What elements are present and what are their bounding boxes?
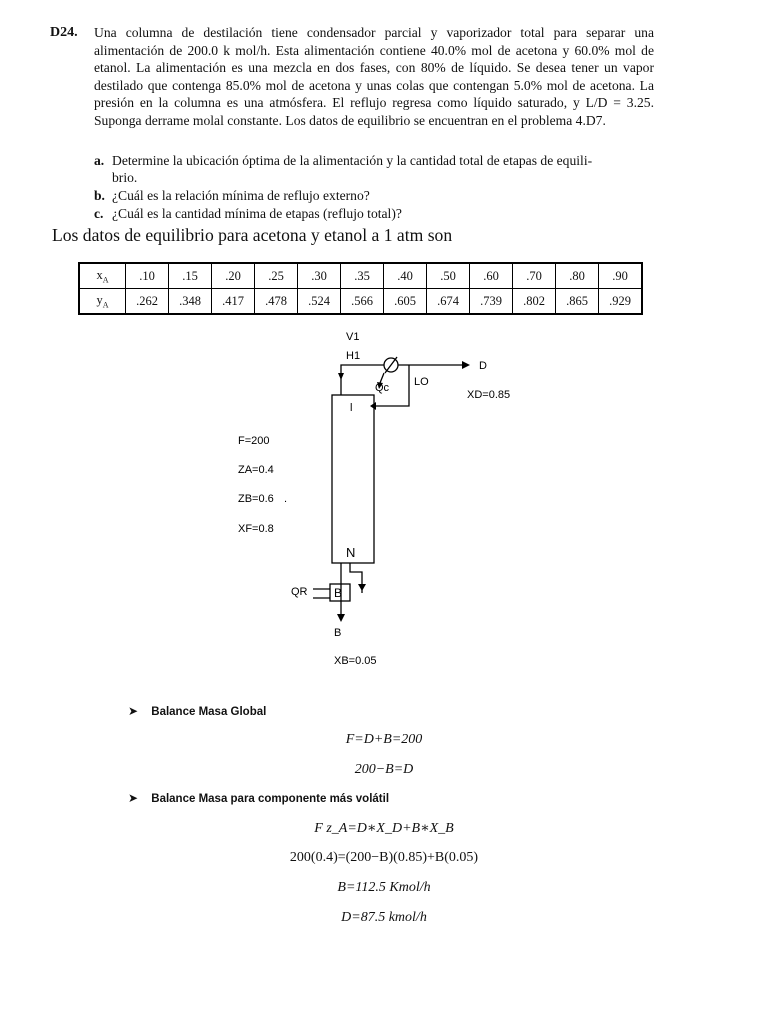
- table-cell: .60: [470, 263, 513, 289]
- x-header: $x_A$: [79, 263, 126, 289]
- item-c-text: ¿Cuál es la cantidad mínima de etapas (reflujo total)?: [112, 206, 402, 221]
- table-cell: .478: [255, 289, 298, 315]
- y-header: $y_A$: [79, 289, 126, 315]
- item-b-letter: b.: [94, 188, 105, 203]
- problem-number: D24.: [50, 25, 78, 40]
- equation: B=112.5 Kmol/h: [337, 880, 431, 895]
- label-b: B: [334, 627, 342, 639]
- column-body: [332, 395, 374, 563]
- table-cell: .30: [298, 263, 341, 289]
- table-cell: .50: [427, 263, 470, 289]
- equation: F z_A=D∗X_D+B∗X_B: [314, 821, 454, 836]
- section-global: [128, 704, 266, 718]
- table-cell: .80: [556, 263, 599, 289]
- label-stage-bottom: N: [346, 545, 356, 560]
- equation: 200(0.4)=(200−B)(0.85)+B(0.05): [289, 850, 479, 865]
- table-cell: .865: [556, 289, 599, 315]
- table-cell: .262: [126, 289, 169, 315]
- label-za: ZA=0.4: [238, 464, 274, 476]
- item-c-letter: c.: [94, 206, 104, 221]
- label-d: D: [479, 360, 487, 372]
- table-cell: .70: [513, 263, 556, 289]
- boilup-line: [350, 563, 362, 593]
- label-xf: XF=0.8: [238, 523, 274, 535]
- distillate-arrowhead: [462, 361, 470, 369]
- table-cell: .90: [599, 263, 643, 289]
- item-b-text: ¿Cuál es la relación mínima de reflujo externo?: [112, 188, 370, 203]
- table-cell: .40: [384, 263, 427, 289]
- equation: F=D+B=200: [345, 732, 423, 747]
- label-zb-dot: .: [284, 493, 288, 505]
- table-cell: .524: [298, 289, 341, 315]
- label-xb: XB=0.05: [334, 655, 377, 667]
- table-cell: .25: [255, 263, 298, 289]
- table-cell: .566: [341, 289, 384, 315]
- section-component: [128, 791, 389, 805]
- table-cell: .348: [169, 289, 212, 315]
- label-qr: QR: [291, 586, 308, 598]
- item-a-letter: a.: [94, 153, 105, 168]
- label-stage-top: l: [350, 402, 353, 414]
- equation: 200−B=D: [354, 762, 414, 777]
- equation: D=87.5 kmol/h: [341, 910, 427, 925]
- table-cell: .20: [212, 263, 255, 289]
- boilup-arrowhead: [358, 584, 366, 591]
- label-qc: Qc: [375, 382, 390, 394]
- table-cell: .35: [341, 263, 384, 289]
- label-f: F=200: [238, 435, 270, 447]
- table-cell: .15: [169, 263, 212, 289]
- table-cell: .417: [212, 289, 255, 315]
- table-cell: .802: [513, 289, 556, 315]
- equilibrium-title: Los datos de equilibrio para acetona y etanol a 1 atm son: [52, 225, 453, 245]
- table-cell: .929: [599, 289, 643, 315]
- label-zb: ZB=0.6: [238, 493, 274, 505]
- item-a-text: Determine la ubicación óptima de la alimentación y la cantidad total de etapas de equili-: [112, 153, 593, 168]
- label-lo: LO: [414, 376, 429, 388]
- section-global-heading: Balance Masa Global: [151, 706, 267, 718]
- vapor-arrowhead: [338, 373, 344, 380]
- label-v1: V1: [346, 331, 360, 343]
- table-cell: .10: [126, 263, 169, 289]
- label-reboiler: B: [334, 586, 343, 600]
- table-cell: .739: [470, 289, 513, 315]
- arrow-bullet-icon: ➤: [128, 791, 139, 805]
- problem-text: Una columna de destilación tiene condensador parcial y vaporizador total para separar una alimentación de 200.0 k mol/h. Esta alimentación contiene 40.0% mol de acetona y 60.0% mol de etanol. La alimentación es una mezcla en dos fases, con 80% de líquido. Se desea tener un vapor destilado que contenga 85.0% mol de acetona y unas colas que contengan 5.0% mol de acetona. La presión en la columna es una atmósfera. El reflujo regresa como líquido saturado, y L/D = 3.25. Suponga derrame molal constante. Los datos de equilibrio se encuentran en el problema 4.D7.: [94, 25, 654, 128]
- table-cell: .605: [384, 289, 427, 315]
- section-component-heading: Balance Masa para componente más volátil: [151, 793, 390, 805]
- table-cell: .674: [427, 289, 470, 315]
- arrow-bullet-icon: ➤: [128, 704, 139, 718]
- bottoms-arrowhead: [337, 614, 345, 622]
- item-a-cont: brio.: [112, 170, 138, 185]
- label-h1: H1: [346, 350, 361, 362]
- reflux-arrowhead: [370, 402, 376, 410]
- label-xd: XD=0.85: [467, 389, 511, 401]
